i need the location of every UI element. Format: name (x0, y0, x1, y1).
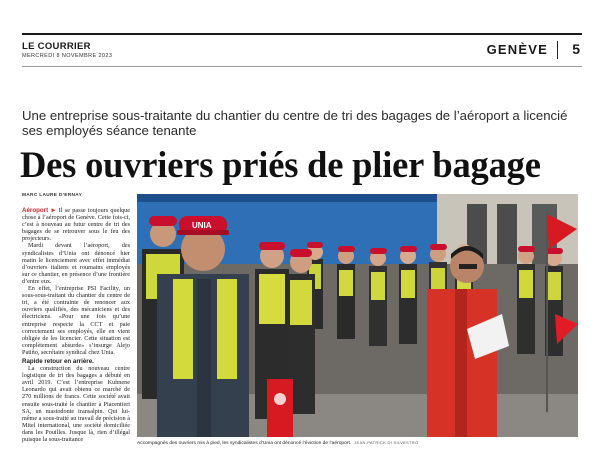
article-paragraph: Mardi devant l’aéroport, des syndicalistes d’Unia ont dénoncé hier matin le licenciement avec effet immédiat d’ouvriers italiens et roumains employés sur ce chantier, en présence d’une frontière d’entre eux. (22, 242, 130, 285)
article-body (22, 207, 130, 459)
page-number: 5 (572, 41, 580, 57)
article-byline: MARC LAURE D’ERNAY (22, 193, 83, 198)
article-kicker: Une entreprise sous-traitante du chantier du centre de tri des bagages de l’aéroport a licencié ses employés séance tenante (22, 108, 568, 138)
article-paragraph: Aéroport ► Il se passe toujours quelque chose à l’aéroport de Genève. Cette fois-ci, c’est à nouveau au futur centre de tri des bagages de se retrouver sous le feu des projecteurs. (22, 207, 130, 243)
lede-marker-icon: ► (50, 207, 57, 214)
caption-text: Accompagnés des ouvriers mis à pied, les syndicalistes d’Unia ont dénoncé l’éviction de l’aéroport. (137, 441, 352, 446)
masthead-rule (22, 66, 582, 67)
cap-logo-text: UNIA (192, 221, 212, 230)
photo-credit: JEAN-PATRICK DI SILVESTRO (354, 440, 419, 445)
photo-caption (137, 440, 578, 446)
section-name: GENÈVE (486, 42, 548, 57)
photo-syndicalists-image (137, 194, 578, 437)
article-tag: Aéroport (22, 207, 49, 214)
article-headline: Des ouvriers priés de plier bagage (20, 144, 541, 185)
publication-date: MERCREDI 8 NOVEMBRE 2023 (22, 53, 113, 59)
article-subhead: Rapide retour en arrière. (22, 357, 94, 365)
article-paragraph: En effet, l’entreprise PSI Facility, un sous-sous-traitant du chantier du centre de tri, a été contrainte de renoncer aux ouvriers qualifiés, des mécaniciens et des électriciens. «Pour une fois qu’une entreprise respecte la CCT et paie correctement ses employés, elle en vient obligée de les licencier. Cette situation est complètement absurde» s’insurge Alejo Patiño, secrétaire syndical chez Unia. (22, 285, 130, 356)
article-paragraph: La construction du nouveau centre logistique de tri des bagages a débuté en avril 2019. C’est l’entreprise Kuhnene Leonardo qui avait obtenu ce marché de 270 millions de francs. Cette société avait ensuite sous-traité le chantier à Piacentieri SA, un mastodonte transalpin. Qui lui-même a sous-traité au travail de précision à Mitel international, une société domiciliée dans les Pouilles. Jusque là, rien d’illégal puisque la sous-traitance (22, 365, 130, 443)
publication-name: LE COURRIER (22, 41, 91, 52)
article-photo (137, 194, 578, 437)
masthead-separator (557, 41, 558, 59)
masthead (22, 33, 582, 63)
